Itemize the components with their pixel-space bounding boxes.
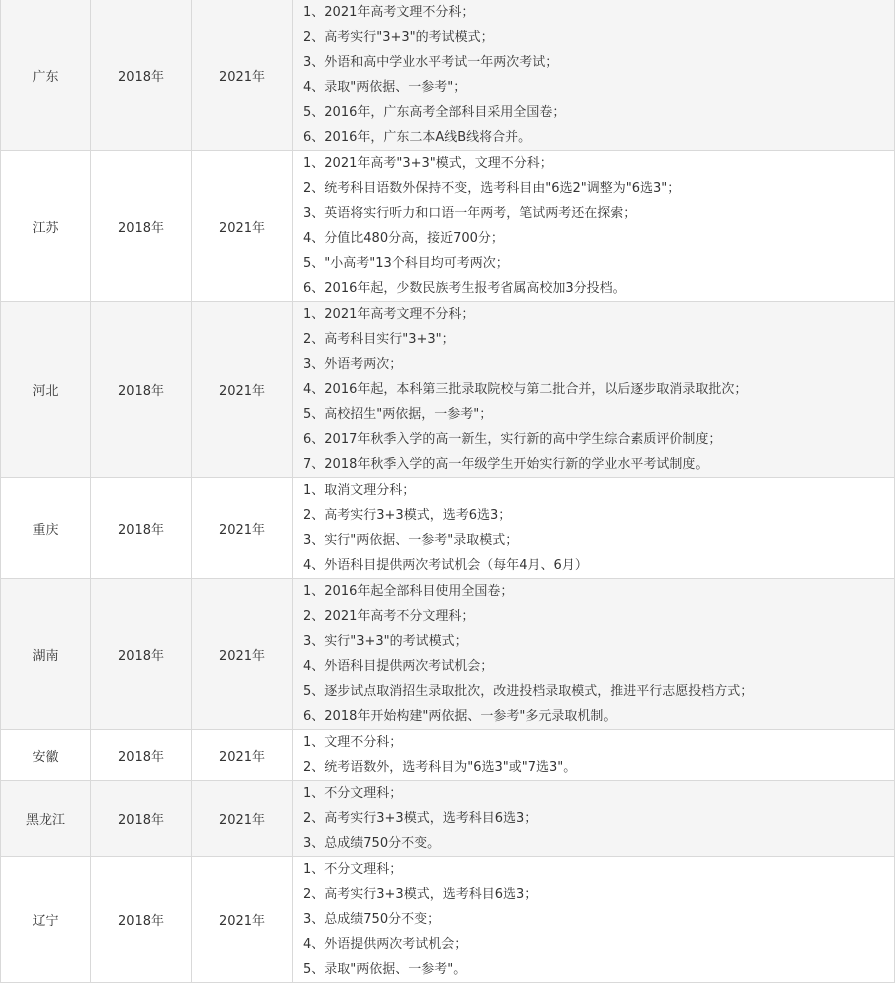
reform-item: 2、2021年高考不分文理科； bbox=[303, 609, 475, 624]
reform-item: 2、高考实行3+3模式，选考科目6选3； bbox=[303, 811, 538, 826]
effective-year-cell: 2021年 bbox=[192, 302, 293, 478]
province-cell: 辽宁 bbox=[1, 857, 91, 983]
start-year-cell: 2018年 bbox=[91, 302, 192, 478]
reform-item: 3、实行"两依据、一参考"录取模式； bbox=[303, 533, 519, 548]
reform-item: 6、2018年开始构建"两依据、一参考"多元录取机制。 bbox=[303, 709, 617, 724]
table-row bbox=[1, 151, 895, 302]
reform-item: 5、高校招生"两依据，一参考"； bbox=[303, 407, 493, 422]
reform-item: 3、实行"3+3"的考试模式； bbox=[303, 634, 468, 649]
start-year-cell: 2018年 bbox=[91, 151, 192, 302]
reform-item: 1、2021年高考"3+3"模式，文理不分科； bbox=[303, 156, 553, 171]
reform-items-cell bbox=[293, 781, 895, 857]
reform-item: 1、2021年高考文理不分科； bbox=[303, 307, 475, 322]
table-row bbox=[1, 0, 895, 151]
reform-item: 1、不分文理科； bbox=[303, 786, 403, 801]
reform-items-cell bbox=[293, 857, 895, 983]
reform-item: 4、外语提供两次考试机会； bbox=[303, 937, 468, 952]
reform-items-cell bbox=[293, 730, 895, 781]
reform-item: 5、2016年，广东高考全部科目采用全国卷； bbox=[303, 105, 566, 120]
reform-item: 5、"小高考"13个科目均可考两次； bbox=[303, 256, 509, 271]
effective-year-cell: 2021年 bbox=[192, 781, 293, 857]
table-row bbox=[1, 302, 895, 478]
reform-item: 2、高考实行3+3模式，选考科目6选3； bbox=[303, 887, 538, 902]
table-row bbox=[1, 579, 895, 730]
effective-year-cell: 2021年 bbox=[192, 857, 293, 983]
reform-item: 6、2016年，广东二本A线B线将合并。 bbox=[303, 130, 532, 145]
reform-item: 5、逐步试点取消招生录取批次，改进投档录取模式，推进平行志愿投档方式； bbox=[303, 684, 754, 699]
effective-year-cell: 2021年 bbox=[192, 579, 293, 730]
reform-item: 1、文理不分科； bbox=[303, 735, 403, 750]
effective-year-cell: 2021年 bbox=[192, 151, 293, 302]
reform-item: 1、2016年起全部科目使用全国卷； bbox=[303, 584, 514, 599]
province-cell: 广东 bbox=[1, 0, 91, 151]
reform-item: 3、英语将实行听力和口语一年两考，笔试两考还在探索； bbox=[303, 206, 637, 221]
reform-item: 4、分值比480分高，接近700分； bbox=[303, 231, 504, 246]
reform-item: 4、外语科目提供两次考试机会； bbox=[303, 659, 494, 674]
reform-item: 4、外语科目提供两次考试机会（每年4月、6月） bbox=[303, 558, 588, 573]
reform-item: 6、2017年秋季入学的高一新生，实行新的高中学生综合素质评价制度； bbox=[303, 432, 722, 447]
reform-item: 1、取消文理分科； bbox=[303, 483, 416, 498]
province-cell: 重庆 bbox=[1, 478, 91, 579]
reform-item: 3、外语和高中学业水平考试一年两次考试； bbox=[303, 55, 559, 70]
effective-year-cell: 2021年 bbox=[192, 0, 293, 151]
reform-item: 3、总成绩750分不变； bbox=[303, 912, 441, 927]
effective-year-cell: 2021年 bbox=[192, 478, 293, 579]
reform-table-body bbox=[1, 0, 895, 983]
province-cell: 河北 bbox=[1, 302, 91, 478]
reform-items-cell bbox=[293, 302, 895, 478]
province-cell: 湖南 bbox=[1, 579, 91, 730]
reform-item: 4、录取"两依据、一参考"； bbox=[303, 80, 467, 95]
reform-item: 1、不分文理科； bbox=[303, 862, 403, 877]
reform-item: 2、高考实行"3+3"的考试模式； bbox=[303, 30, 494, 45]
reform-item: 7、2018年秋季入学的高一年级学生开始实行新的学业水平考试制度。 bbox=[303, 457, 709, 472]
reform-item: 2、高考实行3+3模式，选考6选3； bbox=[303, 508, 512, 523]
start-year-cell: 2018年 bbox=[91, 478, 192, 579]
reform-items-cell bbox=[293, 579, 895, 730]
start-year-cell: 2018年 bbox=[91, 579, 192, 730]
table-row bbox=[1, 478, 895, 579]
reform-item: 3、外语考两次； bbox=[303, 357, 403, 372]
reform-item: 4、2016年起，本科第三批录取院校与第二批合并，以后逐步取消录取批次； bbox=[303, 382, 748, 397]
start-year-cell: 2018年 bbox=[91, 730, 192, 781]
reform-item: 3、总成绩750分不变。 bbox=[303, 836, 441, 851]
reform-item: 2、统考语数外，选考科目为"6选3"或"7选3"。 bbox=[303, 760, 577, 775]
reform-item: 1、2021年高考文理不分科； bbox=[303, 5, 475, 20]
reform-item: 5、录取"两依据、一参考"。 bbox=[303, 962, 467, 977]
table-row bbox=[1, 781, 895, 857]
reform-items-cell bbox=[293, 478, 895, 579]
reform-items-cell bbox=[293, 151, 895, 302]
effective-year-cell: 2021年 bbox=[192, 730, 293, 781]
province-cell: 江苏 bbox=[1, 151, 91, 302]
start-year-cell: 2018年 bbox=[91, 0, 192, 151]
table-row bbox=[1, 730, 895, 781]
province-cell: 黑龙江 bbox=[1, 781, 91, 857]
reform-item: 2、高考科目实行"3+3"； bbox=[303, 332, 455, 347]
table-row bbox=[1, 857, 895, 983]
reform-item: 6、2016年起，少数民族考生报考省属高校加3分投档。 bbox=[303, 281, 626, 296]
reform-item: 2、统考科目语数外保持不变，选考科目由"6选2"调整为"6选3"； bbox=[303, 181, 681, 196]
province-cell: 安徽 bbox=[1, 730, 91, 781]
reform-items-cell bbox=[293, 0, 895, 151]
start-year-cell: 2018年 bbox=[91, 857, 192, 983]
start-year-cell: 2018年 bbox=[91, 781, 192, 857]
